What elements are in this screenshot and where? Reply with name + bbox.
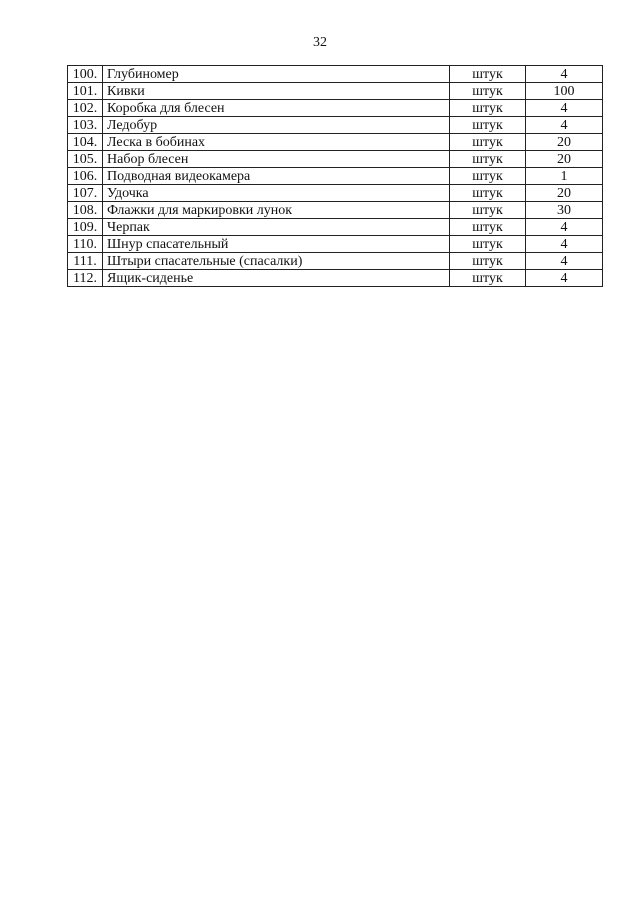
item-unit: штук [450, 253, 526, 270]
items-table-body [68, 66, 603, 287]
item-unit: штук [450, 66, 526, 83]
item-quantity: 20 [526, 134, 603, 151]
table-row [68, 270, 603, 287]
item-quantity: 4 [526, 236, 603, 253]
item-quantity: 30 [526, 202, 603, 219]
item-unit: штук [450, 83, 526, 100]
item-quantity: 4 [526, 253, 603, 270]
item-unit: штук [450, 117, 526, 134]
item-quantity: 4 [526, 270, 603, 287]
item-name: Ящик-сиденье [103, 270, 450, 287]
row-number: 101. [68, 83, 103, 100]
item-name: Черпак [103, 219, 450, 236]
row-number: 100. [68, 66, 103, 83]
item-quantity: 20 [526, 151, 603, 168]
table-row [68, 219, 603, 236]
item-unit: штук [450, 219, 526, 236]
item-unit: штук [450, 151, 526, 168]
item-name: Глубиномер [103, 66, 450, 83]
row-number: 110. [68, 236, 103, 253]
row-number: 111. [68, 253, 103, 270]
table-row [68, 236, 603, 253]
item-unit: штук [450, 202, 526, 219]
items-table [67, 65, 603, 287]
table-row [68, 134, 603, 151]
item-unit: штук [450, 168, 526, 185]
item-name: Ледобур [103, 117, 450, 134]
item-name: Набор блесен [103, 151, 450, 168]
row-number: 109. [68, 219, 103, 236]
table-row [68, 202, 603, 219]
row-number: 106. [68, 168, 103, 185]
item-name: Шнур спасательный [103, 236, 450, 253]
table-row [68, 66, 603, 83]
row-number: 103. [68, 117, 103, 134]
row-number: 112. [68, 270, 103, 287]
item-quantity: 1 [526, 168, 603, 185]
item-name: Леска в бобинах [103, 134, 450, 151]
item-quantity: 4 [526, 117, 603, 134]
table-row [68, 168, 603, 185]
table-row [68, 253, 603, 270]
row-number: 104. [68, 134, 103, 151]
row-number: 102. [68, 100, 103, 117]
item-name: Удочка [103, 185, 450, 202]
table-row [68, 185, 603, 202]
item-quantity: 4 [526, 219, 603, 236]
item-unit: штук [450, 185, 526, 202]
item-name: Штыри спасательные (спасалки) [103, 253, 450, 270]
item-name: Коробка для блесен [103, 100, 450, 117]
item-unit: штук [450, 134, 526, 151]
row-number: 105. [68, 151, 103, 168]
item-quantity: 4 [526, 66, 603, 83]
item-unit: штук [450, 100, 526, 117]
item-name: Подводная видеокамера [103, 168, 450, 185]
table-row [68, 83, 603, 100]
page-number: 32 [313, 35, 327, 50]
item-name: Кивки [103, 83, 450, 100]
item-unit: штук [450, 236, 526, 253]
row-number: 107. [68, 185, 103, 202]
row-number: 108. [68, 202, 103, 219]
item-quantity: 20 [526, 185, 603, 202]
table-row [68, 117, 603, 134]
table-row [68, 100, 603, 117]
item-quantity: 4 [526, 100, 603, 117]
table-row [68, 151, 603, 168]
item-name: Флажки для маркировки лунок [103, 202, 450, 219]
item-quantity: 100 [526, 83, 603, 100]
item-unit: штук [450, 270, 526, 287]
